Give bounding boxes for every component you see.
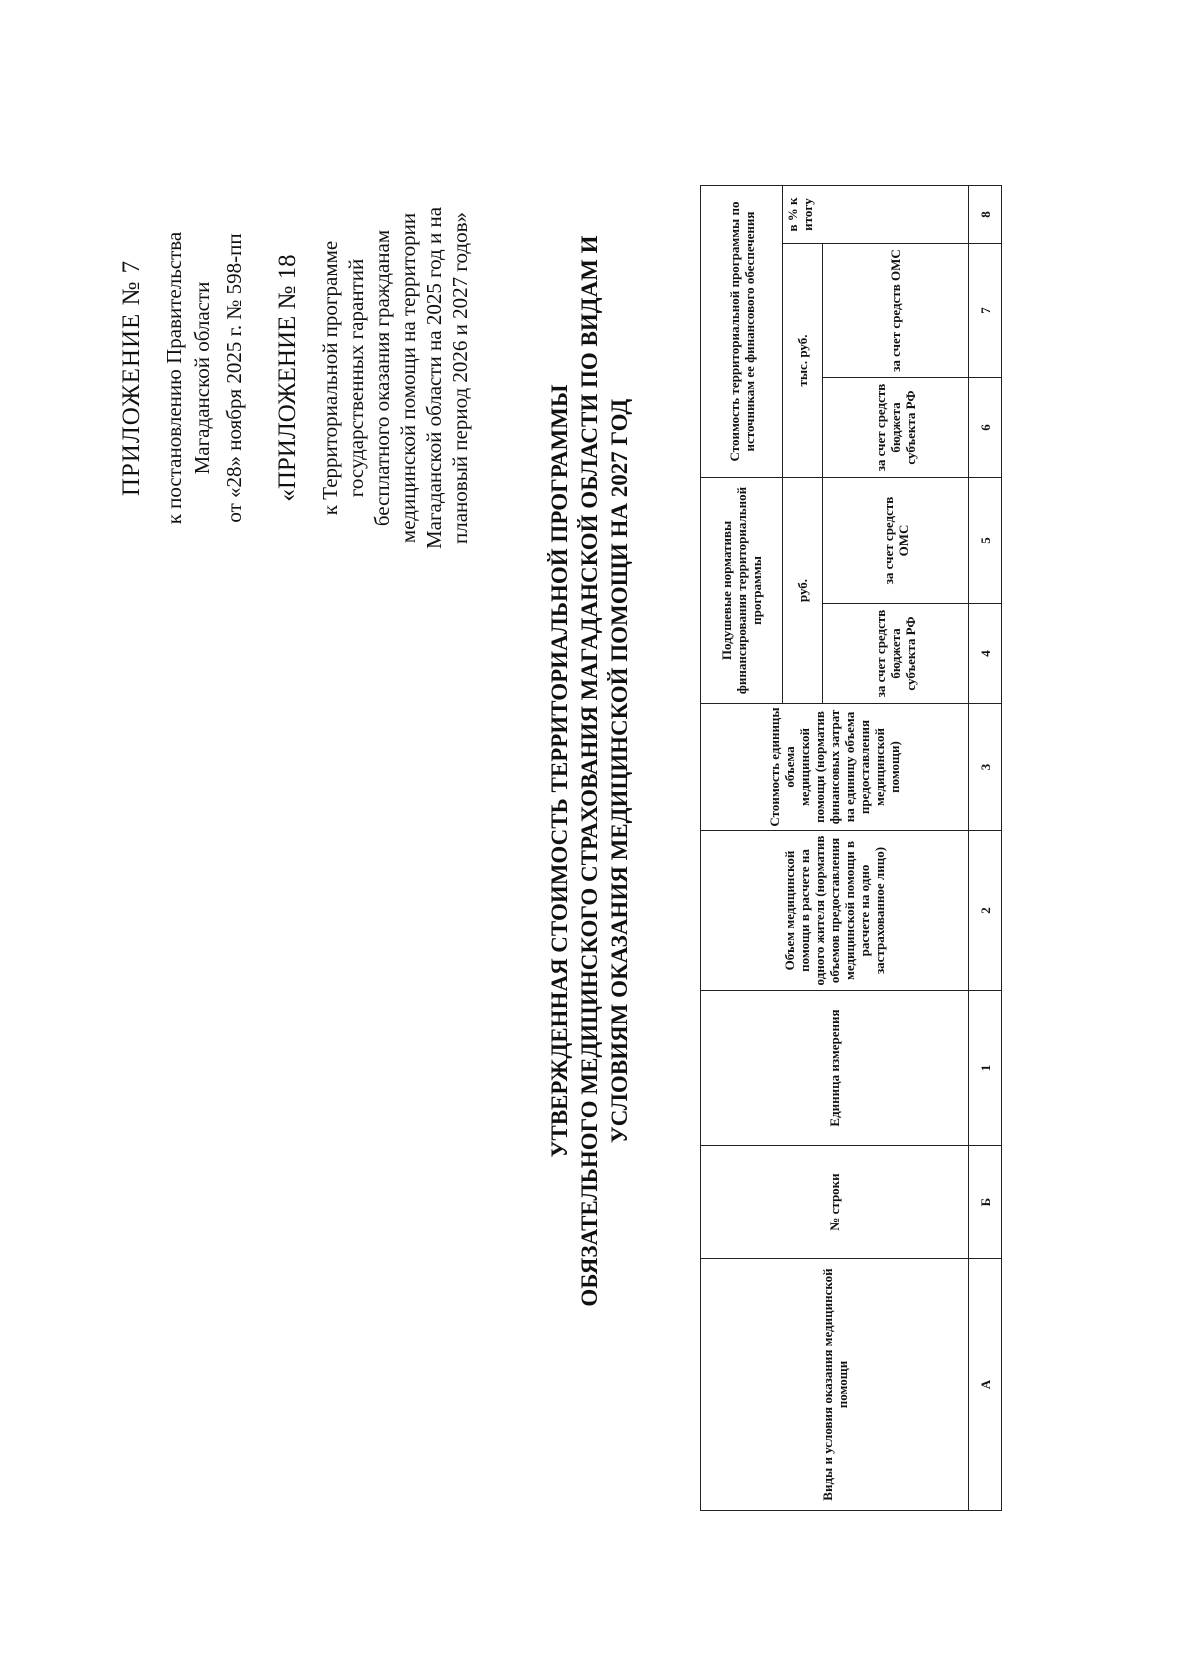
header-budget-rf-cost: за счет средств бюджета субъекта РФ xyxy=(823,378,969,478)
header-unit-rub: руб. xyxy=(783,478,823,704)
appendix-18-line: государственных гарантий xyxy=(344,258,368,498)
main-title-line: УТВЕРЖДЕННАЯ СТОИМОСТЬ ТЕРРИТОРИАЛЬНОЙ ПРОГРАММЫ xyxy=(547,384,572,1158)
appendix-18-title: «ПРИЛОЖЕНИЕ № 18 xyxy=(274,254,301,502)
header-per-capita-group: Подушевые нормативы финансирования территориальной программы xyxy=(701,478,783,704)
main-title xyxy=(545,36,635,1506)
header-oms: за счет средств ОМС xyxy=(823,478,969,604)
header-kinds-conditions: Виды и условия оказания медицинской помощи xyxy=(701,1259,969,1511)
appendix-18-line: плановый период 2026 и 2027 годов» xyxy=(448,212,472,544)
header-row-number: № строки xyxy=(701,1146,969,1259)
column-number: Б xyxy=(969,1146,1002,1259)
column-number: 2 xyxy=(969,831,1002,991)
cost-table xyxy=(700,185,1002,1511)
header-percent-total: в % к итогу xyxy=(783,186,969,244)
column-number: 3 xyxy=(969,704,1002,831)
appendix-7-title: ПРИЛОЖЕНИЕ № 7 xyxy=(118,259,145,497)
main-title-line: ОБЯЗАТЕЛЬНОГО МЕДИЦИНСКОГО СТРАХОВАНИЯ МАГАДАНСКОЙ ОБЛАСТИ ПО ВИДАМ И xyxy=(577,235,602,1307)
appendix-18-line: медицинской помощи на территории xyxy=(396,212,420,544)
appendix-18-line: бесплатного оказания гражданам xyxy=(370,229,394,527)
column-number: А xyxy=(969,1259,1002,1511)
column-number: 1 xyxy=(969,991,1002,1146)
header-budget-rf: за счет средств бюджета субъекта РФ xyxy=(823,604,969,704)
column-number: 6 xyxy=(969,378,1002,478)
header-unit-cost: Стоимость единицы объема медицинской помощи (норматив финансовых затрат на единицу объема предоставления медицинской помощи) xyxy=(701,704,969,831)
appendix-18-line: к Территориальной программе xyxy=(318,240,342,516)
header-unit: Единица измерения xyxy=(701,991,969,1146)
appendix-7-line-3: от «28» ноября 2025 г. № 598-пп xyxy=(222,233,246,523)
column-number: 4 xyxy=(969,604,1002,704)
header-volume: Объем медицинской помощи в расчете на одного жителя (норматив объемов предоставления медицинской помощи в расчете на одно застрахованное лицо) xyxy=(701,831,969,991)
appendix-18-line: Магаданской области на 2025 год и на xyxy=(422,206,446,550)
appendix-7-line-1: к постановлению Правительства xyxy=(162,231,186,525)
column-number: 8 xyxy=(969,186,1002,244)
appendix-7-line-2: Магаданской области xyxy=(190,281,214,475)
header-oms-cost: за счет средств ОМС xyxy=(823,244,969,378)
header-program-cost-group: Стоимость территориальной программы по источникам ее финансового обеспечения xyxy=(701,186,783,478)
column-number: 7 xyxy=(969,244,1002,378)
main-title-line: УСЛОВИЯМ ОКАЗАНИЯ МЕДИЦИНСКОЙ ПОМОЩИ НА 2027 ГОД xyxy=(607,398,632,1144)
column-number: 5 xyxy=(969,478,1002,604)
header-unit-thousand-rub: тыс. руб. xyxy=(783,244,823,478)
